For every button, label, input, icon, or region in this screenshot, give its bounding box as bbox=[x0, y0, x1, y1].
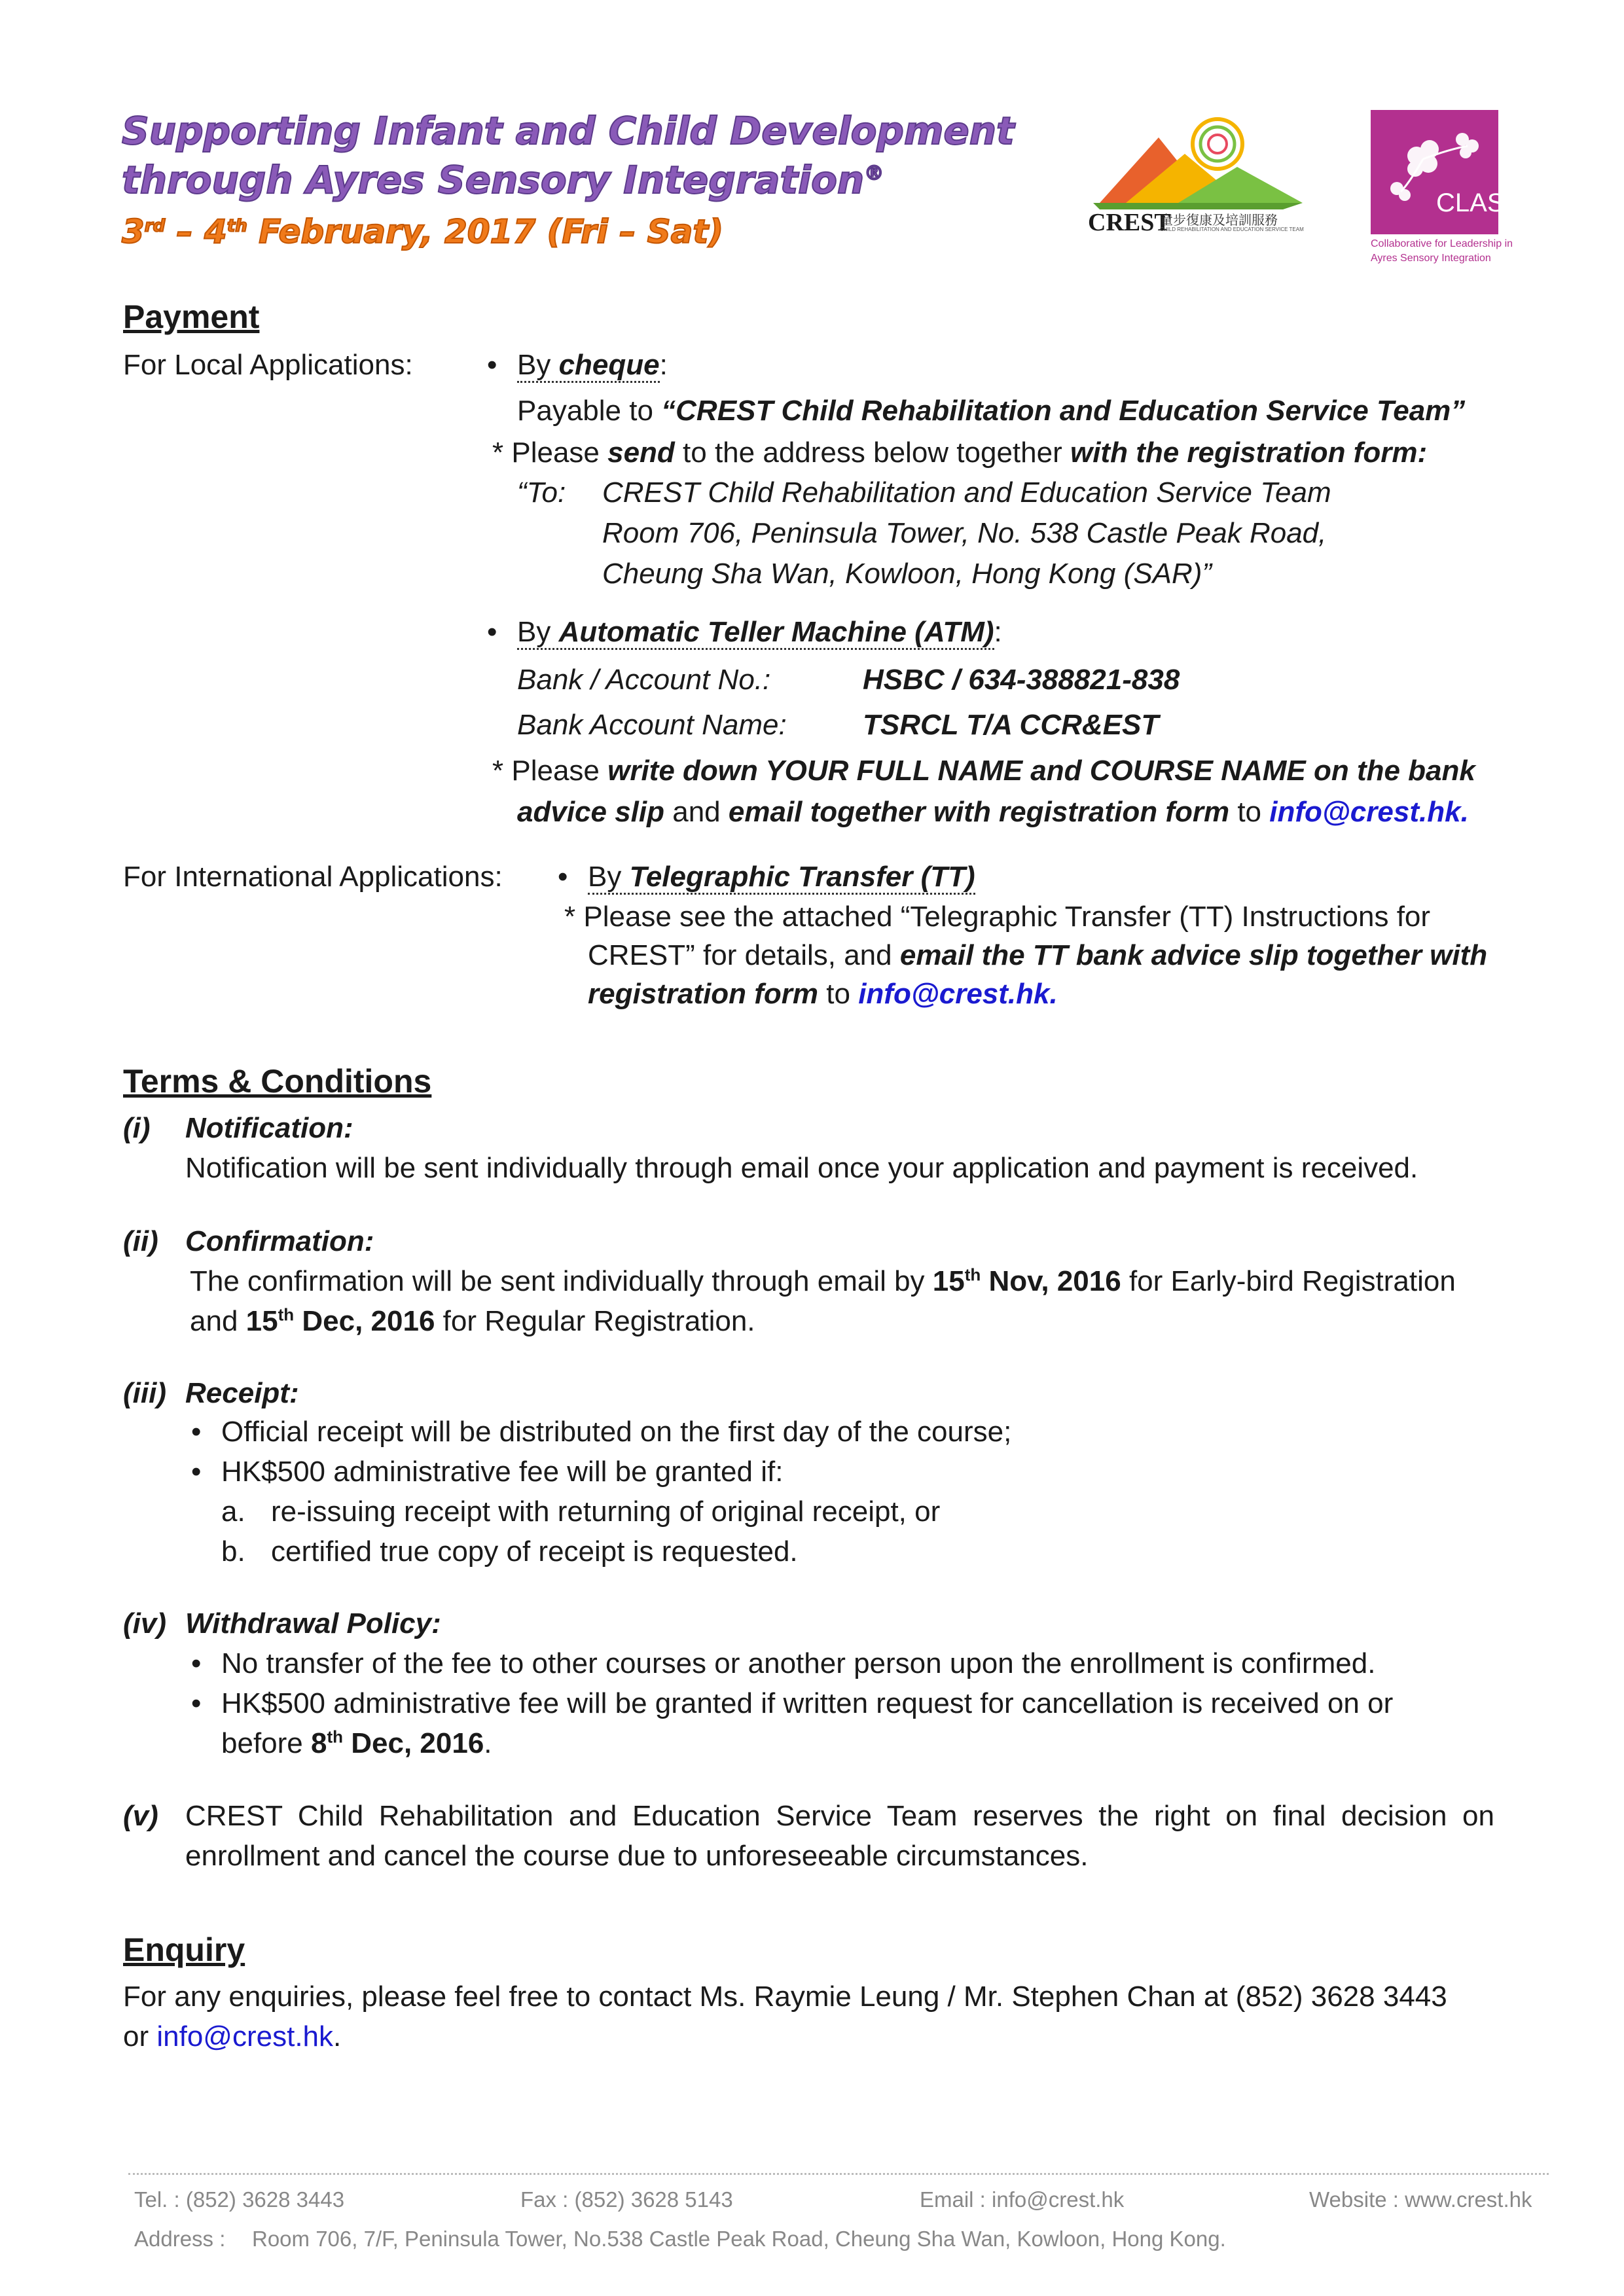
local-applications-label: For Local Applications: bbox=[123, 349, 413, 381]
tt-note-line2-bold: email the TT bank advice slip together with bbox=[899, 939, 1488, 971]
atm-note-to: to bbox=[1229, 796, 1270, 828]
tt-note-line2 bbox=[588, 935, 1487, 976]
ii-text4: for Regular Registration. bbox=[435, 1305, 755, 1337]
term-v-number: (v) bbox=[123, 1800, 158, 1832]
term-iii-number: (iii) bbox=[123, 1377, 166, 1409]
term-iii-a-label: a. bbox=[221, 1496, 245, 1528]
term-iv-title: Withdrawal Policy: bbox=[185, 1607, 441, 1640]
enquiry-line1: For any enquiries, please feel free to contact Ms. Raymie Leung / Mr. Stephen Chan at (852) 3628 3443 bbox=[123, 1981, 1447, 2013]
term-ii-title: Confirmation: bbox=[185, 1225, 374, 1257]
term-iv-bullet1: • No transfer of the fee to other courses or another person upon the enrollment is confirmed. bbox=[221, 1643, 1375, 1684]
term-iv-bullet2-line2 bbox=[221, 1723, 492, 1764]
cheque-by-text: By bbox=[517, 349, 559, 381]
clasi-logo bbox=[1371, 110, 1512, 234]
address-line2: Room 706, Peninsula Tower, No. 538 Castle Peak Road, bbox=[602, 517, 1327, 549]
crest-logo-sub: CHILD REHABILITATION AND EDUCATION SERVICE TEAM bbox=[1160, 226, 1304, 232]
ii-date1 bbox=[933, 1265, 1121, 1297]
atm-by bbox=[517, 616, 994, 650]
clasi-logo-text: CLASI bbox=[1436, 188, 1512, 217]
tt-option bbox=[588, 857, 975, 897]
send-end: with the registration form: bbox=[1070, 437, 1428, 469]
enquiry-or: or bbox=[123, 2020, 157, 2053]
iv-date-rest: Dec, 2016 bbox=[343, 1727, 484, 1759]
tt-note-line2-plain: CREST” for details, and bbox=[588, 939, 900, 971]
date-sup2: th bbox=[226, 216, 247, 236]
atm-by-text: By bbox=[517, 616, 559, 648]
address-to: “To: bbox=[517, 476, 566, 509]
iv-before: before bbox=[221, 1727, 311, 1759]
cheque-by bbox=[517, 349, 660, 383]
send-mid: to the address below together bbox=[674, 437, 1070, 469]
tt-note-dot: . bbox=[1049, 978, 1058, 1010]
crest-logo-mountains-icon bbox=[1087, 111, 1322, 209]
iv-date-sup: th bbox=[327, 1727, 344, 1747]
banner-title-line2 bbox=[122, 159, 884, 201]
ii-date1-rest: Nov, 2016 bbox=[981, 1265, 1121, 1297]
term-iii-a-text: re-issuing receipt with returning of original receipt, or bbox=[271, 1496, 941, 1528]
footer-website[interactable]: Website : www.crest.hk bbox=[1309, 2187, 1532, 2212]
term-i-text: Notification will be sent individually through email once your application and payment is received. bbox=[185, 1152, 1418, 1184]
enquiry-line2 bbox=[123, 2017, 341, 2057]
tt-method: Telegraphic Transfer (TT) bbox=[629, 861, 975, 893]
ii-date2-sup: th bbox=[278, 1304, 295, 1325]
term-ii-number: (ii) bbox=[123, 1225, 158, 1257]
tt-by bbox=[588, 861, 975, 895]
term-i-number: (i) bbox=[123, 1112, 151, 1144]
atm-note-bold3: email together with registration form bbox=[728, 796, 1230, 828]
payable-prefix: Payable to bbox=[517, 395, 662, 427]
send-instruction bbox=[492, 433, 1427, 473]
bank-name-label: Bank Account Name: bbox=[517, 709, 787, 741]
ii-date2-num: 15 bbox=[245, 1305, 278, 1337]
clasi-caption-line1: Collaborative for Leadership in bbox=[1371, 238, 1513, 249]
banner-title-line1: Supporting Infant and Child Development bbox=[122, 109, 1015, 153]
term-iv-number: (iv) bbox=[123, 1607, 166, 1640]
footer-email[interactable]: Email : info@crest.hk bbox=[920, 2187, 1125, 2212]
ii-date2-rest: Dec, 2016 bbox=[294, 1305, 435, 1337]
tt-note-line3 bbox=[588, 974, 1058, 1014]
clasi-caption-line2: Ayres Sensory Integration bbox=[1371, 253, 1491, 264]
atm-note-bold2: advice slip bbox=[517, 796, 665, 828]
term-iii-b-text: certified true copy of receipt is requested. bbox=[271, 1535, 798, 1568]
registered-mark: ® bbox=[864, 162, 884, 185]
ii-date1-sup: th bbox=[964, 1265, 981, 1285]
footer-fax: Fax : (852) 3628 5143 bbox=[520, 2187, 733, 2212]
term-ii-line1 bbox=[190, 1261, 1456, 1302]
bank-name-value: TSRCL T/A CCR&EST bbox=[863, 709, 1159, 741]
crest-logo bbox=[1087, 111, 1322, 249]
enquiry-email-link[interactable]: info@crest.hk bbox=[156, 2020, 334, 2053]
date-rest: February, 2017 (Fri – Sat) bbox=[247, 213, 724, 251]
term-iii-bullet1: • Official receipt will be distributed on the first day of the course; bbox=[221, 1412, 1011, 1452]
enquiry-heading: Enquiry bbox=[123, 1931, 245, 1968]
clasi-caption bbox=[1371, 237, 1513, 266]
payment-heading: Payment bbox=[123, 298, 260, 335]
tt-note-line1: * Please see the attached “Telegraphic Transfer (TT) Instructions for bbox=[564, 901, 1431, 933]
atm-note-prefix: * Please bbox=[492, 755, 608, 787]
intl-applications-label: For International Applications: bbox=[123, 861, 503, 893]
ii-text1: The confirmation will be sent individually through email by bbox=[190, 1265, 933, 1297]
crest-logo-text: CREST bbox=[1088, 209, 1171, 236]
term-v-line1: CREST Child Rehabilitation and Education Service Team reserves the right on final decision on bbox=[185, 1800, 1494, 1832]
atm-method: Automatic Teller Machine (ATM) bbox=[558, 616, 994, 648]
date-sup1: rd bbox=[144, 216, 166, 236]
ii-date1-num: 15 bbox=[932, 1265, 965, 1297]
atm-note-line2 bbox=[517, 792, 1469, 833]
banner-date bbox=[122, 211, 723, 253]
send-star: * Please bbox=[492, 437, 608, 469]
enquiry-dot: . bbox=[333, 2020, 342, 2053]
term-iii-bullet2: • HK$500 administrative fee will be granted if: bbox=[221, 1452, 783, 1492]
address-line3: Cheung Sha Wan, Kowloon, Hong Kong (SAR)” bbox=[602, 558, 1212, 590]
crest-logo-chinese: 童步復康及培訓服務 bbox=[1160, 213, 1278, 228]
footer-tel: Tel. : (852) 3628 3443 bbox=[134, 2187, 345, 2212]
tt-note-email-link[interactable]: info@crest.hk bbox=[858, 978, 1050, 1010]
atm-note-email-link[interactable]: info@crest.hk bbox=[1269, 796, 1461, 828]
payable-to: “CREST Child Rehabilitation and Education Service Team” bbox=[661, 395, 1466, 427]
term-iii-title: Receipt: bbox=[185, 1377, 299, 1409]
date-sep: – 4 bbox=[165, 213, 227, 251]
bank-account-label: Bank / Account No.: bbox=[517, 664, 771, 696]
term-i-title: Notification: bbox=[185, 1112, 353, 1144]
payable-line bbox=[517, 391, 1465, 431]
bank-account-value: HSBC / 634-388821-838 bbox=[863, 664, 1180, 696]
terms-heading: Terms & Conditions bbox=[123, 1063, 432, 1100]
atm-colon: : bbox=[994, 616, 1002, 648]
cheque-colon: : bbox=[659, 349, 668, 381]
address-line1: CREST Child Rehabilitation and Education Service Team bbox=[602, 476, 1331, 509]
send-word: send bbox=[607, 437, 675, 469]
atm-note-and: and bbox=[664, 796, 729, 828]
iv-dot: . bbox=[484, 1727, 492, 1759]
atm-note-bold1: write down YOUR FULL NAME and COURSE NAME on the bank bbox=[607, 755, 1475, 787]
ii-date2 bbox=[246, 1305, 435, 1337]
term-ii-line2 bbox=[190, 1301, 755, 1342]
atm-note-line1 bbox=[492, 751, 1475, 791]
cheque-method: cheque bbox=[558, 349, 660, 381]
term-v-line2: enrollment and cancel the course due to unforeseeable circumstances. bbox=[185, 1840, 1089, 1872]
iv-date-num: 8 bbox=[310, 1727, 327, 1759]
banner-title-line2-text: through Ayres Sensory Integration bbox=[122, 158, 865, 202]
tt-note-line3-to: to bbox=[818, 978, 859, 1010]
ii-text2: for Early-bird Registration bbox=[1121, 1265, 1456, 1297]
term-iii-b-label: b. bbox=[221, 1535, 245, 1568]
ii-text3: and bbox=[190, 1305, 246, 1337]
footer-address-label: Address : bbox=[134, 2227, 226, 2251]
footer-divider bbox=[128, 2173, 1549, 2175]
date-day1: 3 bbox=[122, 213, 145, 251]
atm-note-dot: . bbox=[1460, 796, 1469, 828]
tt-note-line3-bold: registration form bbox=[588, 978, 819, 1010]
atm-option bbox=[517, 612, 1002, 653]
term-iv-bullet2: • HK$500 administrative fee will be granted if written request for cancellation is received on or bbox=[221, 1683, 1393, 1724]
iv-date bbox=[311, 1727, 484, 1759]
footer-address: Room 706, 7/F, Peninsula Tower, No.538 Castle Peak Road, Cheung Sha Wan, Kowloon, Hong Kong. bbox=[252, 2227, 1226, 2251]
tt-by-text: By bbox=[588, 861, 630, 893]
cheque-option bbox=[517, 345, 668, 386]
